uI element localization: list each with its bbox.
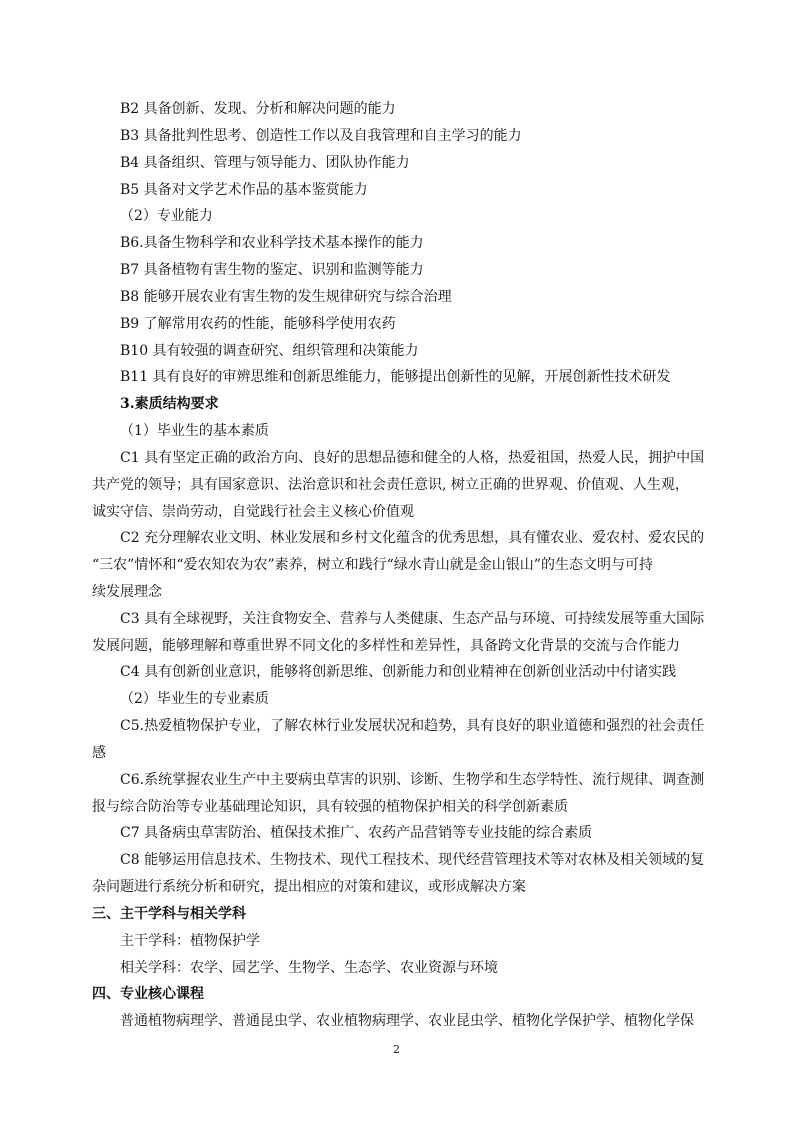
text-line: 续发展理念 (92, 584, 162, 600)
text-line: B8 能够开展农业有害生物的发生规律研究与综合治理 (120, 289, 452, 305)
text-line: 杂问题进行系统分析和研究，提出相应的对策和建议，或形成解决方案 (92, 879, 526, 895)
text-line: C6.系统掌握农业生产中主要病虫草害的识别、诊断、生物学和生态学特性、流行规律、调查测 (120, 772, 705, 788)
page-number: 2 (393, 1043, 400, 1056)
text-line: 感 (92, 745, 106, 761)
chapter-heading: 三、主干学科与相关学科 (92, 906, 246, 922)
section-subheading: （2）专业能力 (120, 208, 213, 224)
text-line: C3 具有全球视野，关注食物安全、营养与人类健康、生态产品与环境、可持续发展等重大国际 (120, 611, 705, 627)
text-line: B7 具备植物有害生物的鉴定、识别和监测等能力 (120, 262, 424, 278)
text-line: “三农”情怀和“爱农知农为农”素养，树立和践行“绿水青山就是金山银山”的生态文明与可持 (92, 557, 653, 573)
text-line: 诚实守信、崇尚劳动，自觉践行社会主义核心价值观 (92, 504, 414, 520)
text-line: 相关学科：农学、园艺学、生物学、生态学、农业资源与环境 (120, 960, 498, 976)
text-line: 主干学科：植物保护学 (120, 933, 260, 949)
text-line: B3 具备批判性思考、创造性工作以及自我管理和自主学习的能力 (120, 128, 522, 144)
text-line: B4 具备组织、管理与领导能力、团队协作能力 (120, 155, 410, 171)
section-subheading: （1）毕业生的基本素质 (120, 423, 269, 439)
text-line: C8 能够运用信息技术、生物技术、现代工程技术、现代经营管理技术等对农林及相关领域的复 (120, 852, 705, 868)
text-line: 报与综合防治等专业基础理论知识，具有较强的植物保护相关的科学创新素质 (92, 799, 568, 815)
text-line: B5 具备对文学艺术作品的基本鉴赏能力 (120, 182, 368, 198)
section-subheading: （2）毕业生的专业素质 (120, 691, 269, 707)
text-line: B11 具有良好的审辨思维和创新思维能力，能够提出创新性的见解，开展创新性技术研发 (120, 369, 671, 385)
text-line: C2 充分理解农业文明、林业发展和乡村文化蕴含的优秀思想，具有懂农业、爱农村、爱农民的 (120, 530, 705, 546)
text-line: C4 具有创新创业意识，能够将创新思维、创新能力和创业精神在创新创业活动中付诸实践 (120, 664, 677, 680)
text-line: C1 具有坚定正确的政治方向、良好的思想品德和健全的人格，热爱祖国，热爱人民，拥护中国 (120, 450, 705, 466)
text-line: B10 具有较强的调查研究、组织管理和决策能力 (120, 343, 419, 359)
text-line: 共产党的领导；具有国家意识、法治意识和社会责任意识, 树立正确的世界观、价值观、人生观， (92, 477, 689, 493)
section-heading: 3.素质结构要求 (120, 396, 219, 412)
text-line: B9 了解常用农药的性能，能够科学使用农药 (120, 316, 396, 332)
text-line: C7 具备病虫草害防治、植保技术推广、农药产品营销等专业技能的综合素质 (120, 825, 593, 841)
text-line: B2 具备创新、发现、分析和解决问题的能力 (120, 101, 396, 117)
text-line: C5.热爱植物保护专业，了解农林行业发展状况和趋势，具有良好的职业道德和强烈的社会责任 (120, 718, 705, 734)
text-line: 普通植物病理学、普通昆虫学、农业植物病理学、农业昆虫学、植物化学保护学、植物化学保 (120, 1013, 694, 1029)
text-line: B6.具备生物科学和农业科学技术基本操作的能力 (120, 235, 424, 251)
chapter-heading: 四、专业核心课程 (92, 986, 204, 1002)
text-line: 发展问题，能够理解和尊重世界不同文化的多样性和差异性，具备跨文化背景的交流与合作能力 (92, 638, 680, 654)
